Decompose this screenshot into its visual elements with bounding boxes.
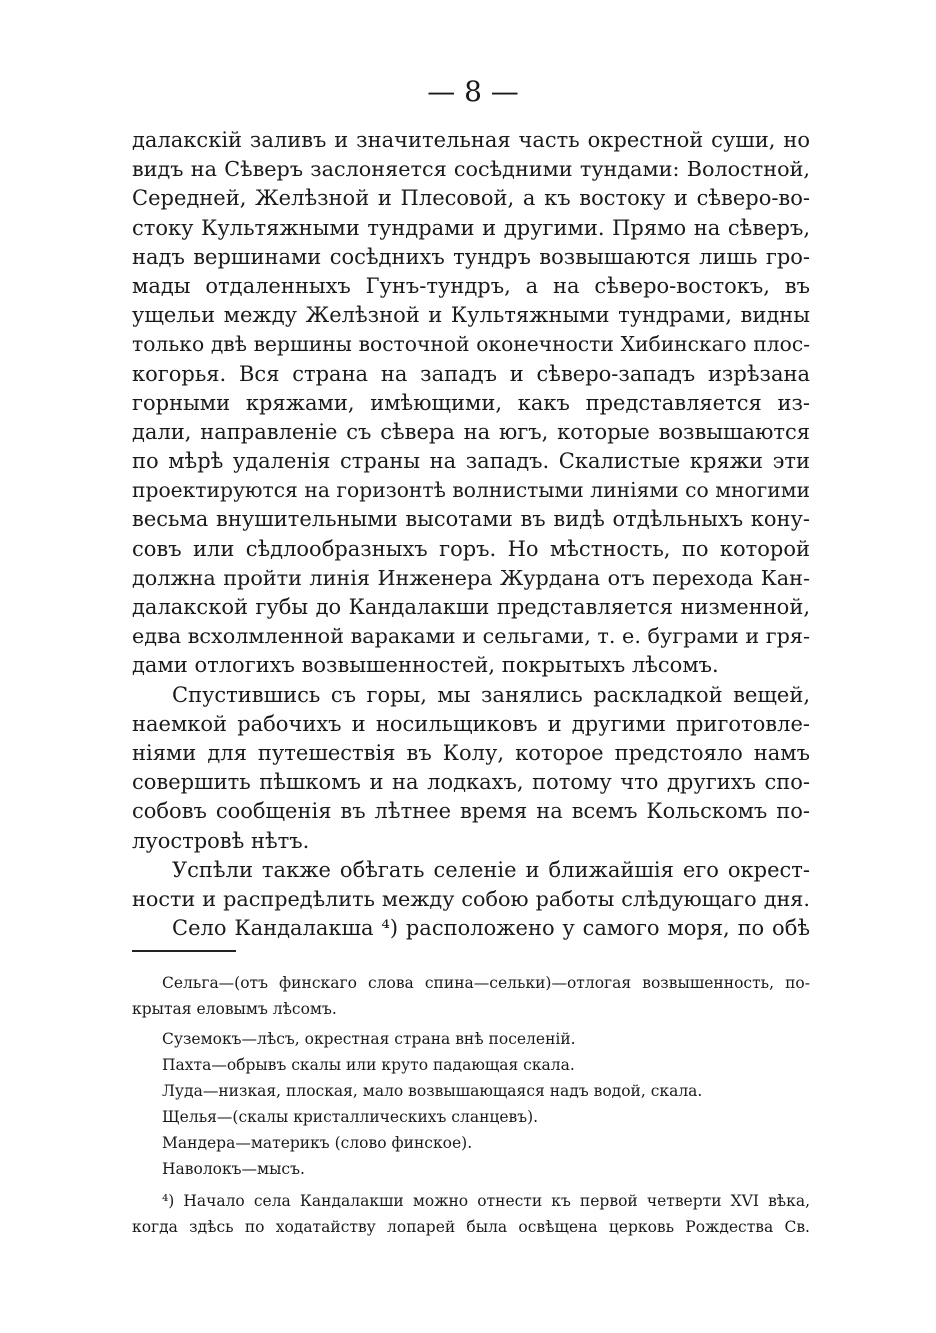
text-line: Середней, Желѣзной и Плесовой, а къ востоку и сѣверо-во- xyxy=(132,186,810,211)
text-line: Село Кандалакша ⁴) расположено у самого моря, по обѣ xyxy=(172,916,810,941)
text-line: дали, направленіе съ сѣвера на югъ, которые возвышаются xyxy=(132,419,810,444)
footnote-line: Луда—низкая, плоская, мало возвышающаяся надъ водой, скала. xyxy=(162,1082,703,1100)
text-line: Спустившись съ горы, мы занялись раскладкой вещей, xyxy=(172,682,810,707)
text-line: далакской губы до Кандалакши представляется низменной, xyxy=(132,595,810,619)
text-line: совъ или сѣдлообразныхъ горъ. Но мѣстность, по которой xyxy=(132,536,810,561)
text-line: наемкой рабочихъ и носильщиковъ и другими приготовле- xyxy=(132,711,810,736)
text-line: по мѣрѣ удаленія страны на западъ. Скалистые кряжи эти xyxy=(132,449,810,474)
footnote-line: Мандера—материкъ (слово финское). xyxy=(162,1134,473,1152)
page-number: — 8 — xyxy=(427,75,519,108)
text-line: ущельи между Желѣзной и Культяжными тундрами, видны xyxy=(132,303,810,328)
text-line: ности и распредѣлить между собою работы слѣдующаго дня. xyxy=(132,886,810,911)
text-line: едва всхолмленной вараками и сельгами, т. е. буграми и гря- xyxy=(132,624,810,649)
footnote-separator xyxy=(132,950,236,952)
footnote-line: Наволокъ—мысъ. xyxy=(162,1160,305,1178)
text-line: проектируются на горизонтѣ волнистыми линіями со многими xyxy=(132,478,810,503)
text-line: когорья. Вся страна на западъ и сѣверо-западъ изрѣзана xyxy=(132,361,810,386)
footnote-line: когда здѣсь по ходатайству лопарей была освѣщена церковь Рождества Св. xyxy=(132,1218,810,1236)
text-line: должна пройти линія Инженера Журдана отъ перехода Кан- xyxy=(132,565,810,590)
footnote-line: Суземокъ—лѣсъ, окрестная страна внѣ поселеній. xyxy=(162,1030,576,1048)
text-line: видъ на Сѣверъ заслоняется сосѣдними тундами: Волостной, xyxy=(132,157,810,182)
text-line: мады отдаленныхъ Гунъ-тундръ, а на сѣверо-востокъ, въ xyxy=(132,273,810,298)
footnote-line: ⁴) Начало села Кандалакши можно отнести къ первой четверти XVI вѣка, xyxy=(162,1192,810,1210)
text-line: ніями для путешествія въ Колу, которое предстояло намъ xyxy=(132,740,810,765)
text-line: дами отлогихъ возвышенностей, покрытыхъ лѣсомъ. xyxy=(132,653,719,678)
text-line: только двѣ вершины восточной оконечности Хибинскаго плос- xyxy=(132,332,810,357)
text-line: совершить пѣшкомъ и на лодкахъ, потому что другихъ спо- xyxy=(132,770,810,795)
text-line: Успѣли также обѣгать селеніе и ближайшія его окрест- xyxy=(172,857,810,882)
text-line: далакскій заливъ и значительная часть окрестной суши, но xyxy=(132,128,810,152)
footnotes xyxy=(132,970,810,1240)
text-line: стоку Культяжными тундрами и другими. Прямо на сѣверъ, xyxy=(132,215,810,240)
footnote-line: Сельга—(отъ финскаго слова спина—сельки)—отлогая возвышенность, по- xyxy=(162,974,810,992)
text-line: надъ вершинами сосѣднихъ тундръ возвышаются лишь гро- xyxy=(132,244,810,269)
footnote-line: Щелья—(скалы кристаллическихъ сланцевъ). xyxy=(162,1108,539,1126)
text-line: горными кряжами, имѣющими, какъ представляется из- xyxy=(132,390,810,415)
text-line: луостровѣ нѣтъ. xyxy=(132,828,310,853)
footnote-line: крытая еловымъ лѣсомъ. xyxy=(132,1000,337,1018)
text-line: собовъ сообщенія въ лѣтнее время на всемъ Кольскомъ по- xyxy=(132,799,810,824)
text-line: весьма внушительными высотами въ видѣ отдѣльныхъ кону- xyxy=(132,507,810,532)
main-text xyxy=(132,126,810,943)
footnote-line: Пахта—обрывъ скалы или круто падающая скала. xyxy=(162,1056,575,1074)
